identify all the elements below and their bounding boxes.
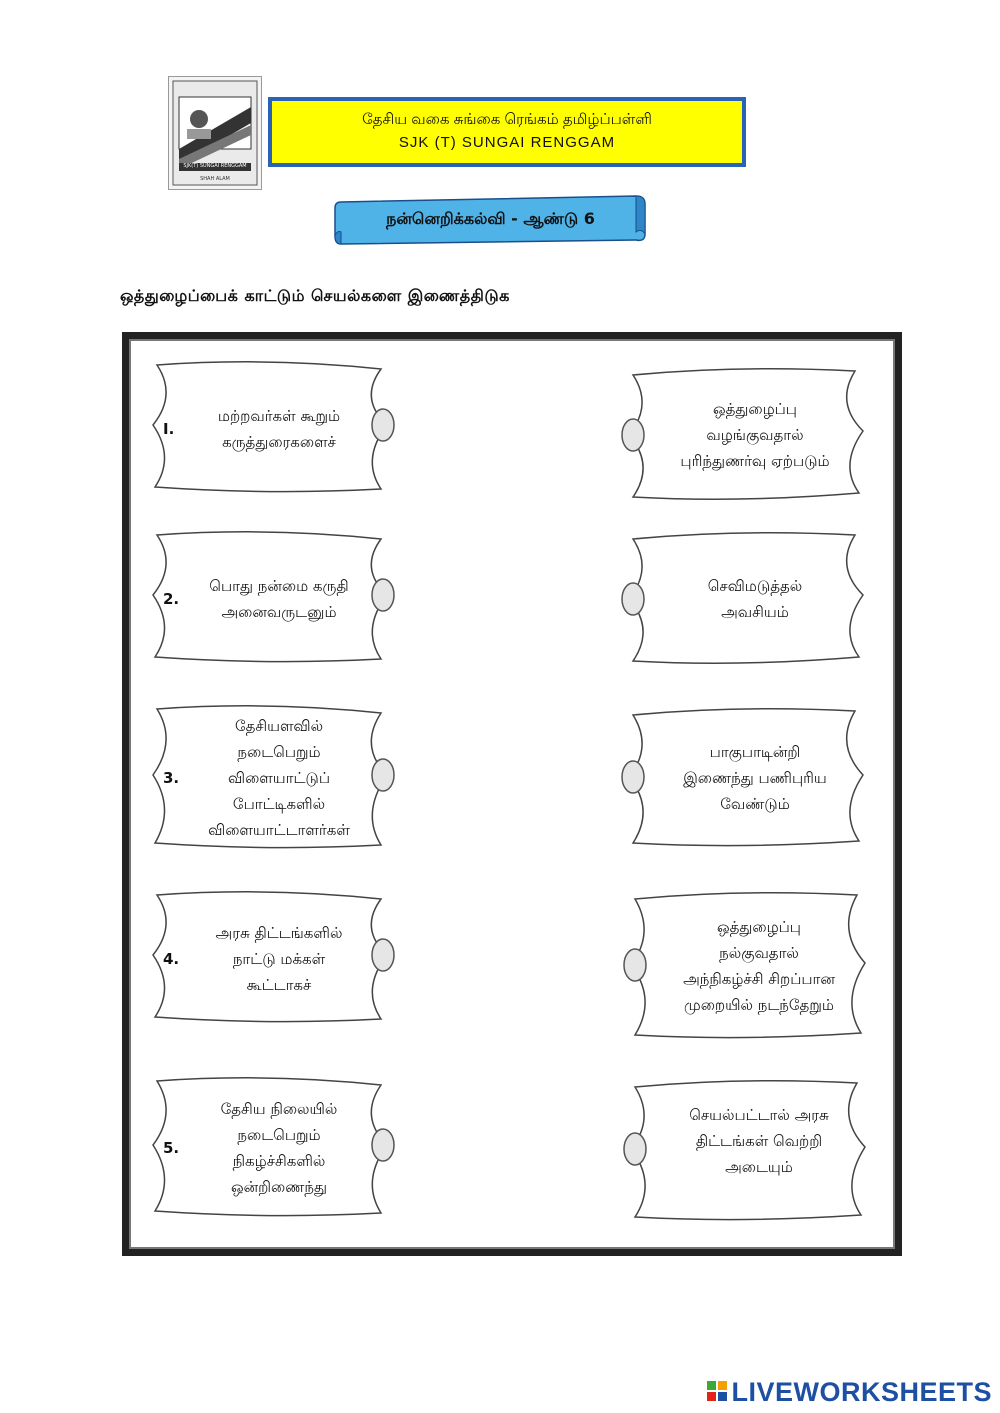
- left-card-5[interactable]: [149, 1075, 399, 1221]
- matching-frame: [122, 332, 902, 1256]
- card-line: பொது நன்மை கருதி: [209, 577, 349, 595]
- card-line: விளையாட்டுப்: [228, 769, 330, 787]
- card-line: நல்குவதால்: [719, 944, 799, 962]
- card-line: நடைபெறும்: [237, 743, 321, 761]
- card-number: I.: [163, 420, 175, 438]
- card-line: மற்றவர்கள் கூறும்: [217, 407, 341, 425]
- left-card-1[interactable]: [149, 359, 399, 499]
- card-line: போட்டிகளில்: [232, 795, 326, 813]
- card-text: [189, 359, 369, 499]
- card-text: [657, 889, 861, 1043]
- card-line: கருத்துரைகளைச்: [222, 433, 336, 451]
- subject-title: நன்னெறிக்கல்வி - ஆண்டு 6: [386, 209, 595, 228]
- crest-emblem-icon: [169, 77, 261, 189]
- left-card-3[interactable]: [149, 703, 399, 853]
- card-line: நாட்டு மக்கள்: [232, 950, 326, 968]
- liveworksheets-mark-icon: [707, 1381, 729, 1403]
- card-text: [189, 1075, 369, 1221]
- right-card-5[interactable]: [621, 1077, 871, 1225]
- card-line: புரிந்துணர்வு ஏற்படும்: [680, 452, 830, 470]
- card-text: [655, 705, 855, 851]
- card-line: தேசிய நிலையில்: [220, 1100, 338, 1118]
- card-line: வழங்குவதால்: [706, 426, 804, 444]
- card-line: அடையும்: [725, 1158, 793, 1176]
- card-line: திட்டங்கள் வெற்றி: [695, 1132, 823, 1150]
- liveworksheets-logo[interactable]: [707, 1377, 992, 1407]
- left-card-2[interactable]: [149, 529, 399, 669]
- card-line: செவிமடுத்தல்: [707, 577, 803, 595]
- school-header: [268, 97, 746, 167]
- logo-text: LIVEWORKSHEETS: [731, 1376, 992, 1407]
- matching-area: [129, 339, 895, 1249]
- crest-location: SHAH ALAM: [200, 176, 230, 182]
- card-line: நிகழ்ச்சிகளில்: [232, 1152, 326, 1170]
- card-line: அரசு திட்டங்களில்: [215, 924, 343, 942]
- card-line: அனைவருடனும்: [221, 603, 337, 621]
- card-text: [655, 365, 855, 505]
- card-line: ஒத்துழைப்பு: [713, 400, 797, 418]
- school-name-tamil: தேசிய வகை சுங்கை ரெங்கம் தமிழ்ப்பள்ளி: [362, 111, 652, 128]
- subject-banner: [333, 192, 648, 246]
- card-text: [657, 1077, 861, 1205]
- right-card-4[interactable]: [621, 889, 871, 1043]
- card-number: 4.: [163, 950, 180, 968]
- right-card-1[interactable]: [619, 365, 869, 505]
- card-line: தேசியளவில்: [234, 717, 324, 735]
- card-line: அந்நிகழ்ச்சி சிறப்பான: [683, 970, 835, 988]
- card-line: விளையாட்டாளர்கள்: [208, 821, 350, 839]
- card-number: 5.: [163, 1139, 180, 1157]
- left-card-4[interactable]: [149, 889, 399, 1029]
- school-name-english: SJK (T) SUNGAI RENGGAM: [398, 134, 616, 151]
- school-crest: [168, 76, 262, 190]
- card-line: வேண்டும்: [720, 795, 790, 813]
- right-card-2[interactable]: [619, 529, 869, 669]
- card-line: அவசியம்: [721, 603, 789, 621]
- card-line: ஒன்றிணைந்து: [231, 1178, 327, 1196]
- instruction: ஒத்துழைப்பைக் காட்டும் செயல்களை இணைத்திடுக: [120, 286, 510, 305]
- card-line: கூட்டாகச்: [246, 976, 312, 994]
- card-line: பாகுபாடின்றி: [709, 743, 801, 761]
- card-line: ஒத்துழைப்பு: [717, 918, 801, 936]
- card-number: 2.: [163, 590, 180, 608]
- card-line: இணைந்து பணிபுரிய: [683, 769, 827, 787]
- card-text: [189, 529, 369, 669]
- card-text: [189, 703, 369, 853]
- crest-caption: SJK(T) SUNGAI RENGGAM: [183, 163, 247, 169]
- right-card-3[interactable]: [619, 705, 869, 851]
- card-number: 3.: [163, 769, 180, 787]
- card-text: [655, 529, 855, 669]
- card-line: முறையில் நடந்தேறும்: [684, 996, 834, 1014]
- card-line: செயல்பட்டால் அரசு: [689, 1106, 829, 1124]
- card-line: நடைபெறும்: [237, 1126, 321, 1144]
- card-text: [189, 889, 369, 1029]
